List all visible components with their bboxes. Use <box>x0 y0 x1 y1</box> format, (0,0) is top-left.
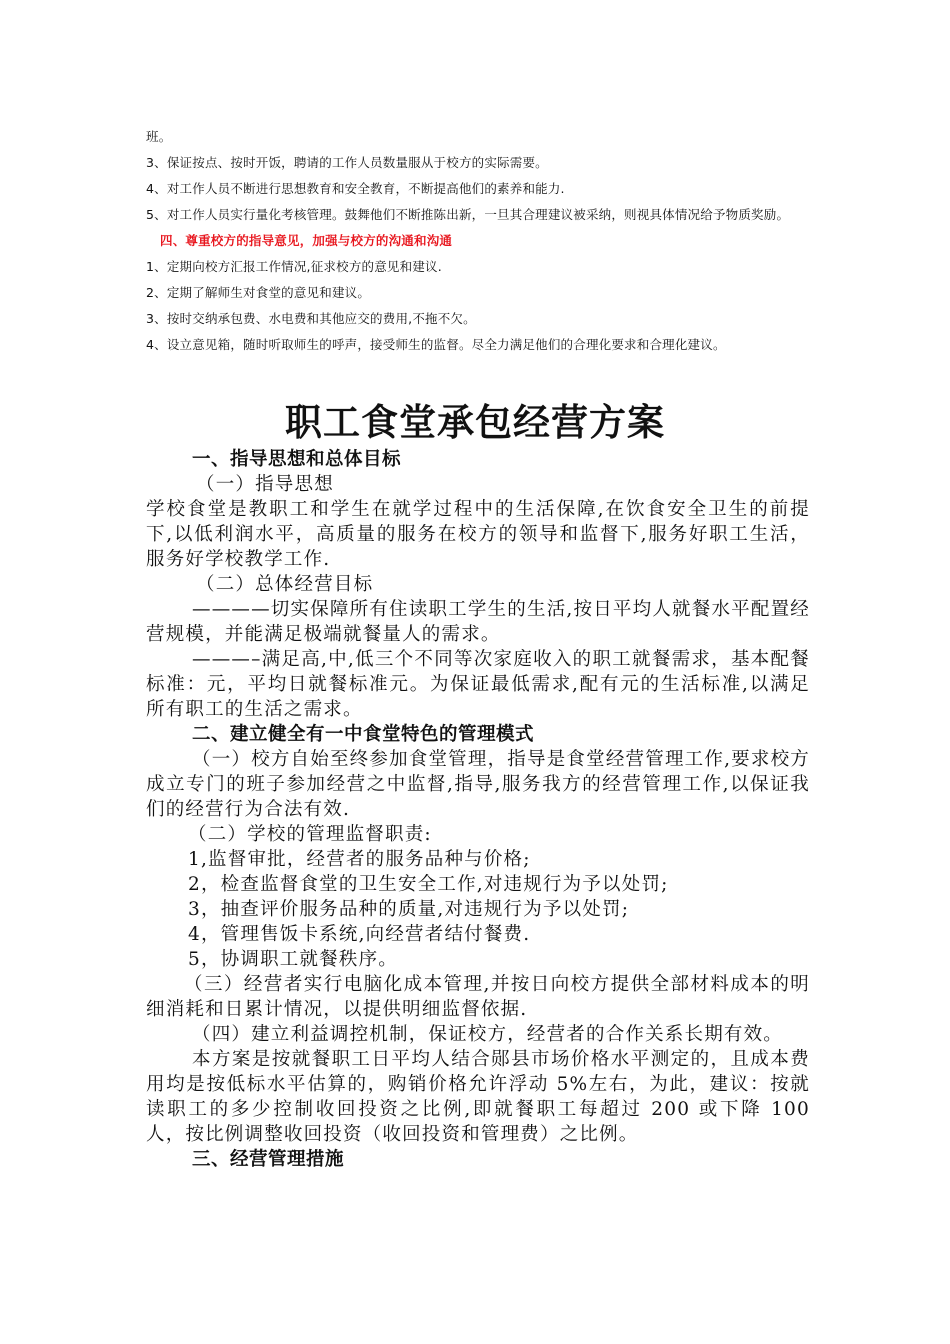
section-heading: 四、尊重校方的指导意见，加强与校方的沟通和沟通 <box>160 233 453 248</box>
paragraph: （三）经营者实行电脑化成本管理,并按日向校方提供全部材料成本的明细消耗和日累计情况，以提供明细监督依据. <box>146 974 810 1020</box>
paragraph: 本方案是按就餐职工日平均人结合郧县市场价格水平测定的，且成本费用均是按低标水平估算的，购销价格允许浮动 5%左右，为此，建议：按就读职工的多少控制收回投资之比例,即就餐职工每超过 200 或下降 100 人，按比例调整收回投资（收回投资和管理费）之比例。 <box>146 1049 810 1145</box>
list-item: 4，管理售饭卡系统,向经营者结付餐费. <box>188 924 531 945</box>
subsection-heading: （二）学校的管理监督职责: <box>188 824 432 845</box>
subsection-heading: （一）指导思想 <box>196 474 334 495</box>
document-title: 职工食堂承包经营方案 <box>285 400 665 444</box>
section-heading: 三、经营管理措施 <box>192 1149 345 1170</box>
list-item: 1、定期向校方汇报工作情况,征求校方的意见和建议. <box>146 259 442 274</box>
text-line: 班。 <box>146 129 172 144</box>
list-item: 3，抽查评价服务品种的质量,对违规行为予以处罚; <box>188 899 630 920</box>
paragraph: 学校食堂是教职工和学生在就学过程中的生活保障,在饮食安全卫生的前提下,以低利润水平，高质量的服务在校方的领导和监督下,服务好职工生活，服务好学校教学工作. <box>146 499 810 570</box>
paragraph: （四）建立利益调控机制，保证校方，经营者的合作关系长期有效。 <box>192 1024 784 1045</box>
previous-section-text <box>146 124 811 358</box>
list-item: 5，协调职工就餐秩序。 <box>188 949 398 970</box>
list-item: 1,监督审批，经营者的服务品种与价格; <box>188 849 531 870</box>
section-heading: 二、建立健全有一中食堂特色的管理模式 <box>192 724 535 745</box>
list-item: 3、保证按点、按时开饭，聘请的工作人员数量服从于校方的实际需要。 <box>146 155 548 170</box>
section-heading: 一、指导思想和总体目标 <box>192 449 402 470</box>
list-item: 5、对工作人员实行量化考核管理。鼓舞他们不断推陈出新，一旦其合理建议被采纳，则视具体情况给予物质奖励。 <box>146 207 790 222</box>
list-item: 4、设立意见箱，随时听取师生的呼声，接受师生的监督。尽全力满足他们的合理化要求和合理化建议。 <box>146 337 726 352</box>
list-item: 3、按时交纳承包费、水电费和其他应交的费用,不拖不欠。 <box>146 311 476 326</box>
paragraph: ———–满足高,中,低三个不同等次家庭收入的职工就餐需求，基本配餐标准：元，平均日就餐标准元。为保证最低需求,配有元的生活标准,以满足所有职工的生活之需求。 <box>146 649 810 720</box>
paragraph: ————切实保障所有住读职工学生的生活,按日平均人就餐水平配置经营规模，并能满足极端就餐量人的需求。 <box>146 599 810 645</box>
document-body <box>146 447 810 1172</box>
subsection-heading: （二）总体经营目标 <box>196 574 374 595</box>
paragraph: （一）校方自始至终参加食堂管理，指导是食堂经营管理工作,要求校方成立专门的班子参加经营之中监督,指导,服务我方的经营管理工作,以保证我们的经营行为合法有效. <box>146 749 810 820</box>
list-item: 2、定期了解师生对食堂的意见和建议。 <box>146 285 371 300</box>
list-item: 2，检查监督食堂的卫生安全工作,对违规行为予以处罚; <box>188 874 669 895</box>
list-item: 4、对工作人员不断进行思想教育和安全教育，不断提高他们的素养和能力. <box>146 181 565 196</box>
